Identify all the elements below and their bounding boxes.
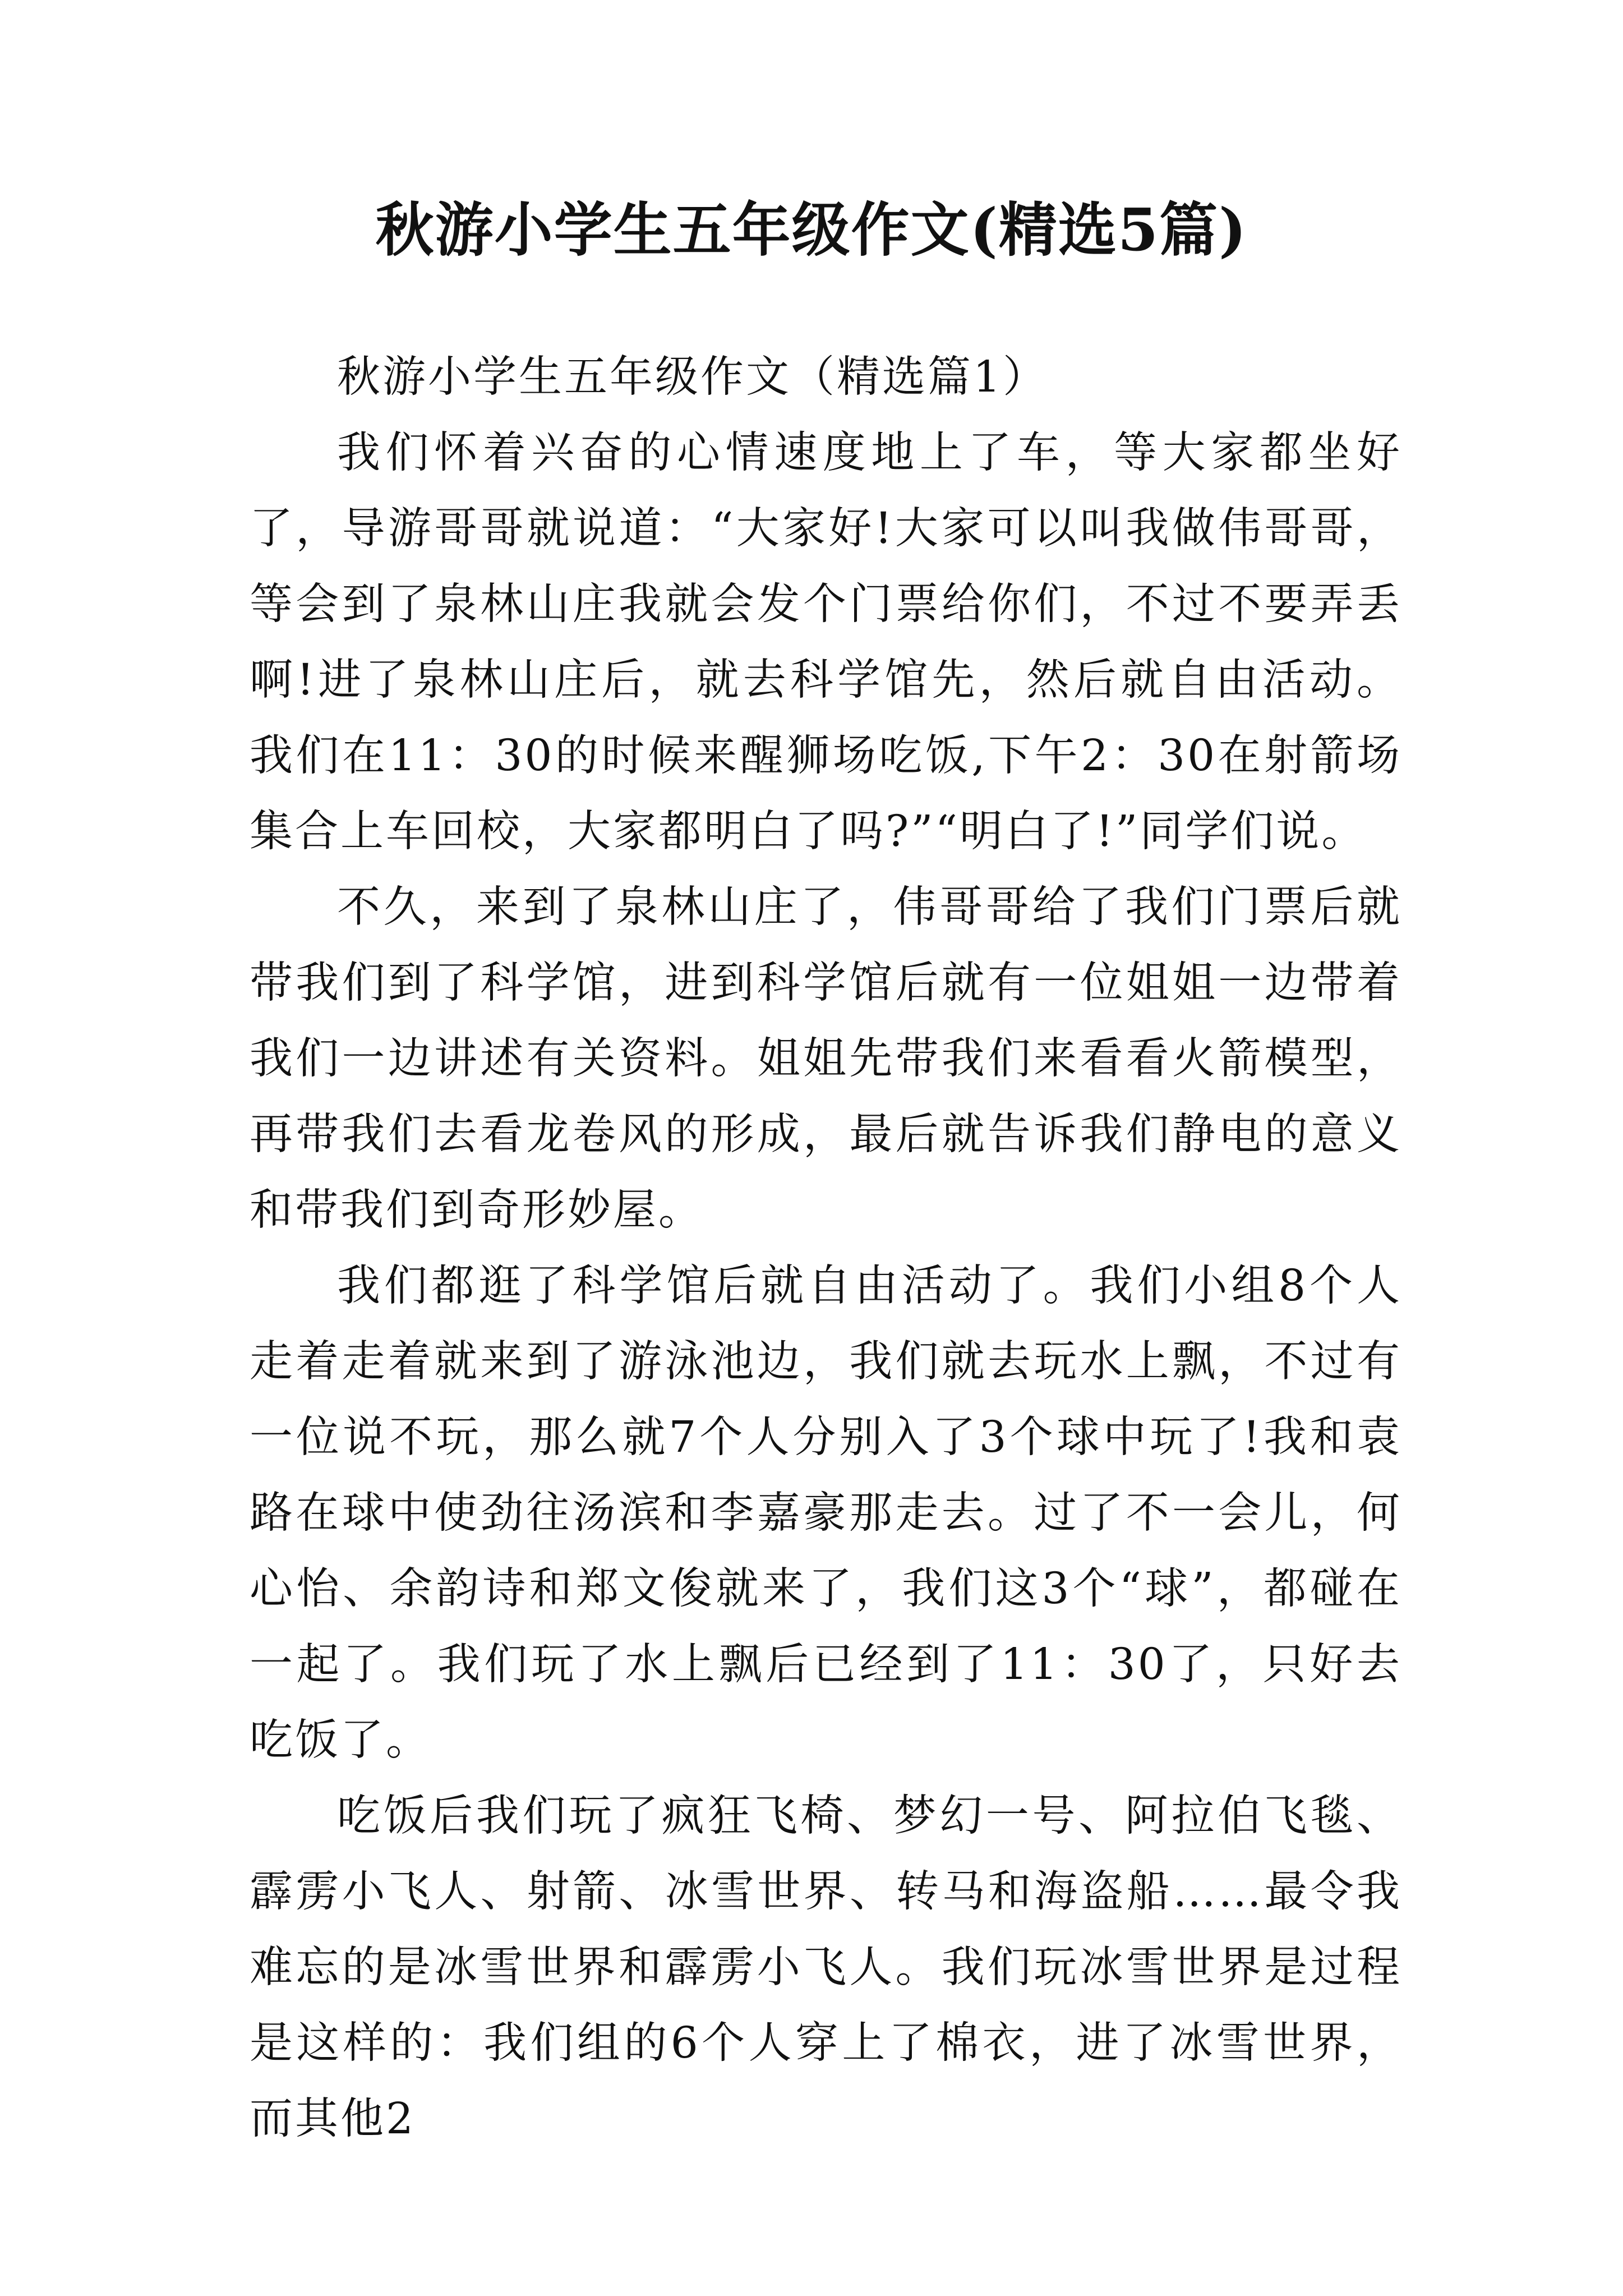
document-body (250, 339, 1402, 2157)
paragraph: 不久，来到了泉林山庄了，伟哥哥给了我们门票后就带我们到了科学馆，进到科学馆后就有一位姐姐一边带着我们一边讲述有关资料。姐姐先带我们来看看火箭模型，再带我们去看龙卷风的形成，最后就告诉我们静电的意义和带我们到奇形妙屋。 (250, 882, 1402, 1235)
article-subtitle: 秋游小学生五年级作文（精选篇1） (337, 352, 1048, 402)
paragraph: 我们怀着兴奋的心情速度地上了车，等大家都坐好了，导游哥哥就说道：“大家好!大家可以叫我做伟哥哥，等会到了泉林山庄我就会发个门票给你们，不过不要弄丢啊!进了泉林山庄后，就去科学馆先，然后就自由活动。我们在11：30的时候来醒狮场吃饭,下午2：30在射箭场集合上车回校，大家都明白了吗?”“明白了!”同学们说。 (250, 428, 1402, 857)
paragraph: 吃饭后我们玩了疯狂飞椅、梦幻一号、阿拉伯飞毯、霹雳小飞人、射箭、冰雪世界、转马和海盗船……最令我难忘的是冰雪世界和霹雳小飞人。我们玩冰雪世界是过程是这样的：我们组的6个人穿上了棉衣，进了冰雪世界，而其他2 (250, 1791, 1402, 2144)
document-title: 秋游小学生五年级作文(精选5篇) (375, 195, 1248, 264)
paragraph: 我们都逛了科学馆后就自由活动了。我们小组8个人走着走着就来到了游泳池边，我们就去玩水上飘，不过有一位说不玩，那么就7个人分别入了3个球中玩了!我和袁路在球中使劲往汤滨和李嘉豪那走去。过了不一会儿，何心怡、余韵诗和郑文俊就来了，我们这3个“球”，都碰在一起了。我们玩了水上飘后已经到了11：30了，只好去吃饭了。 (250, 1261, 1402, 1765)
